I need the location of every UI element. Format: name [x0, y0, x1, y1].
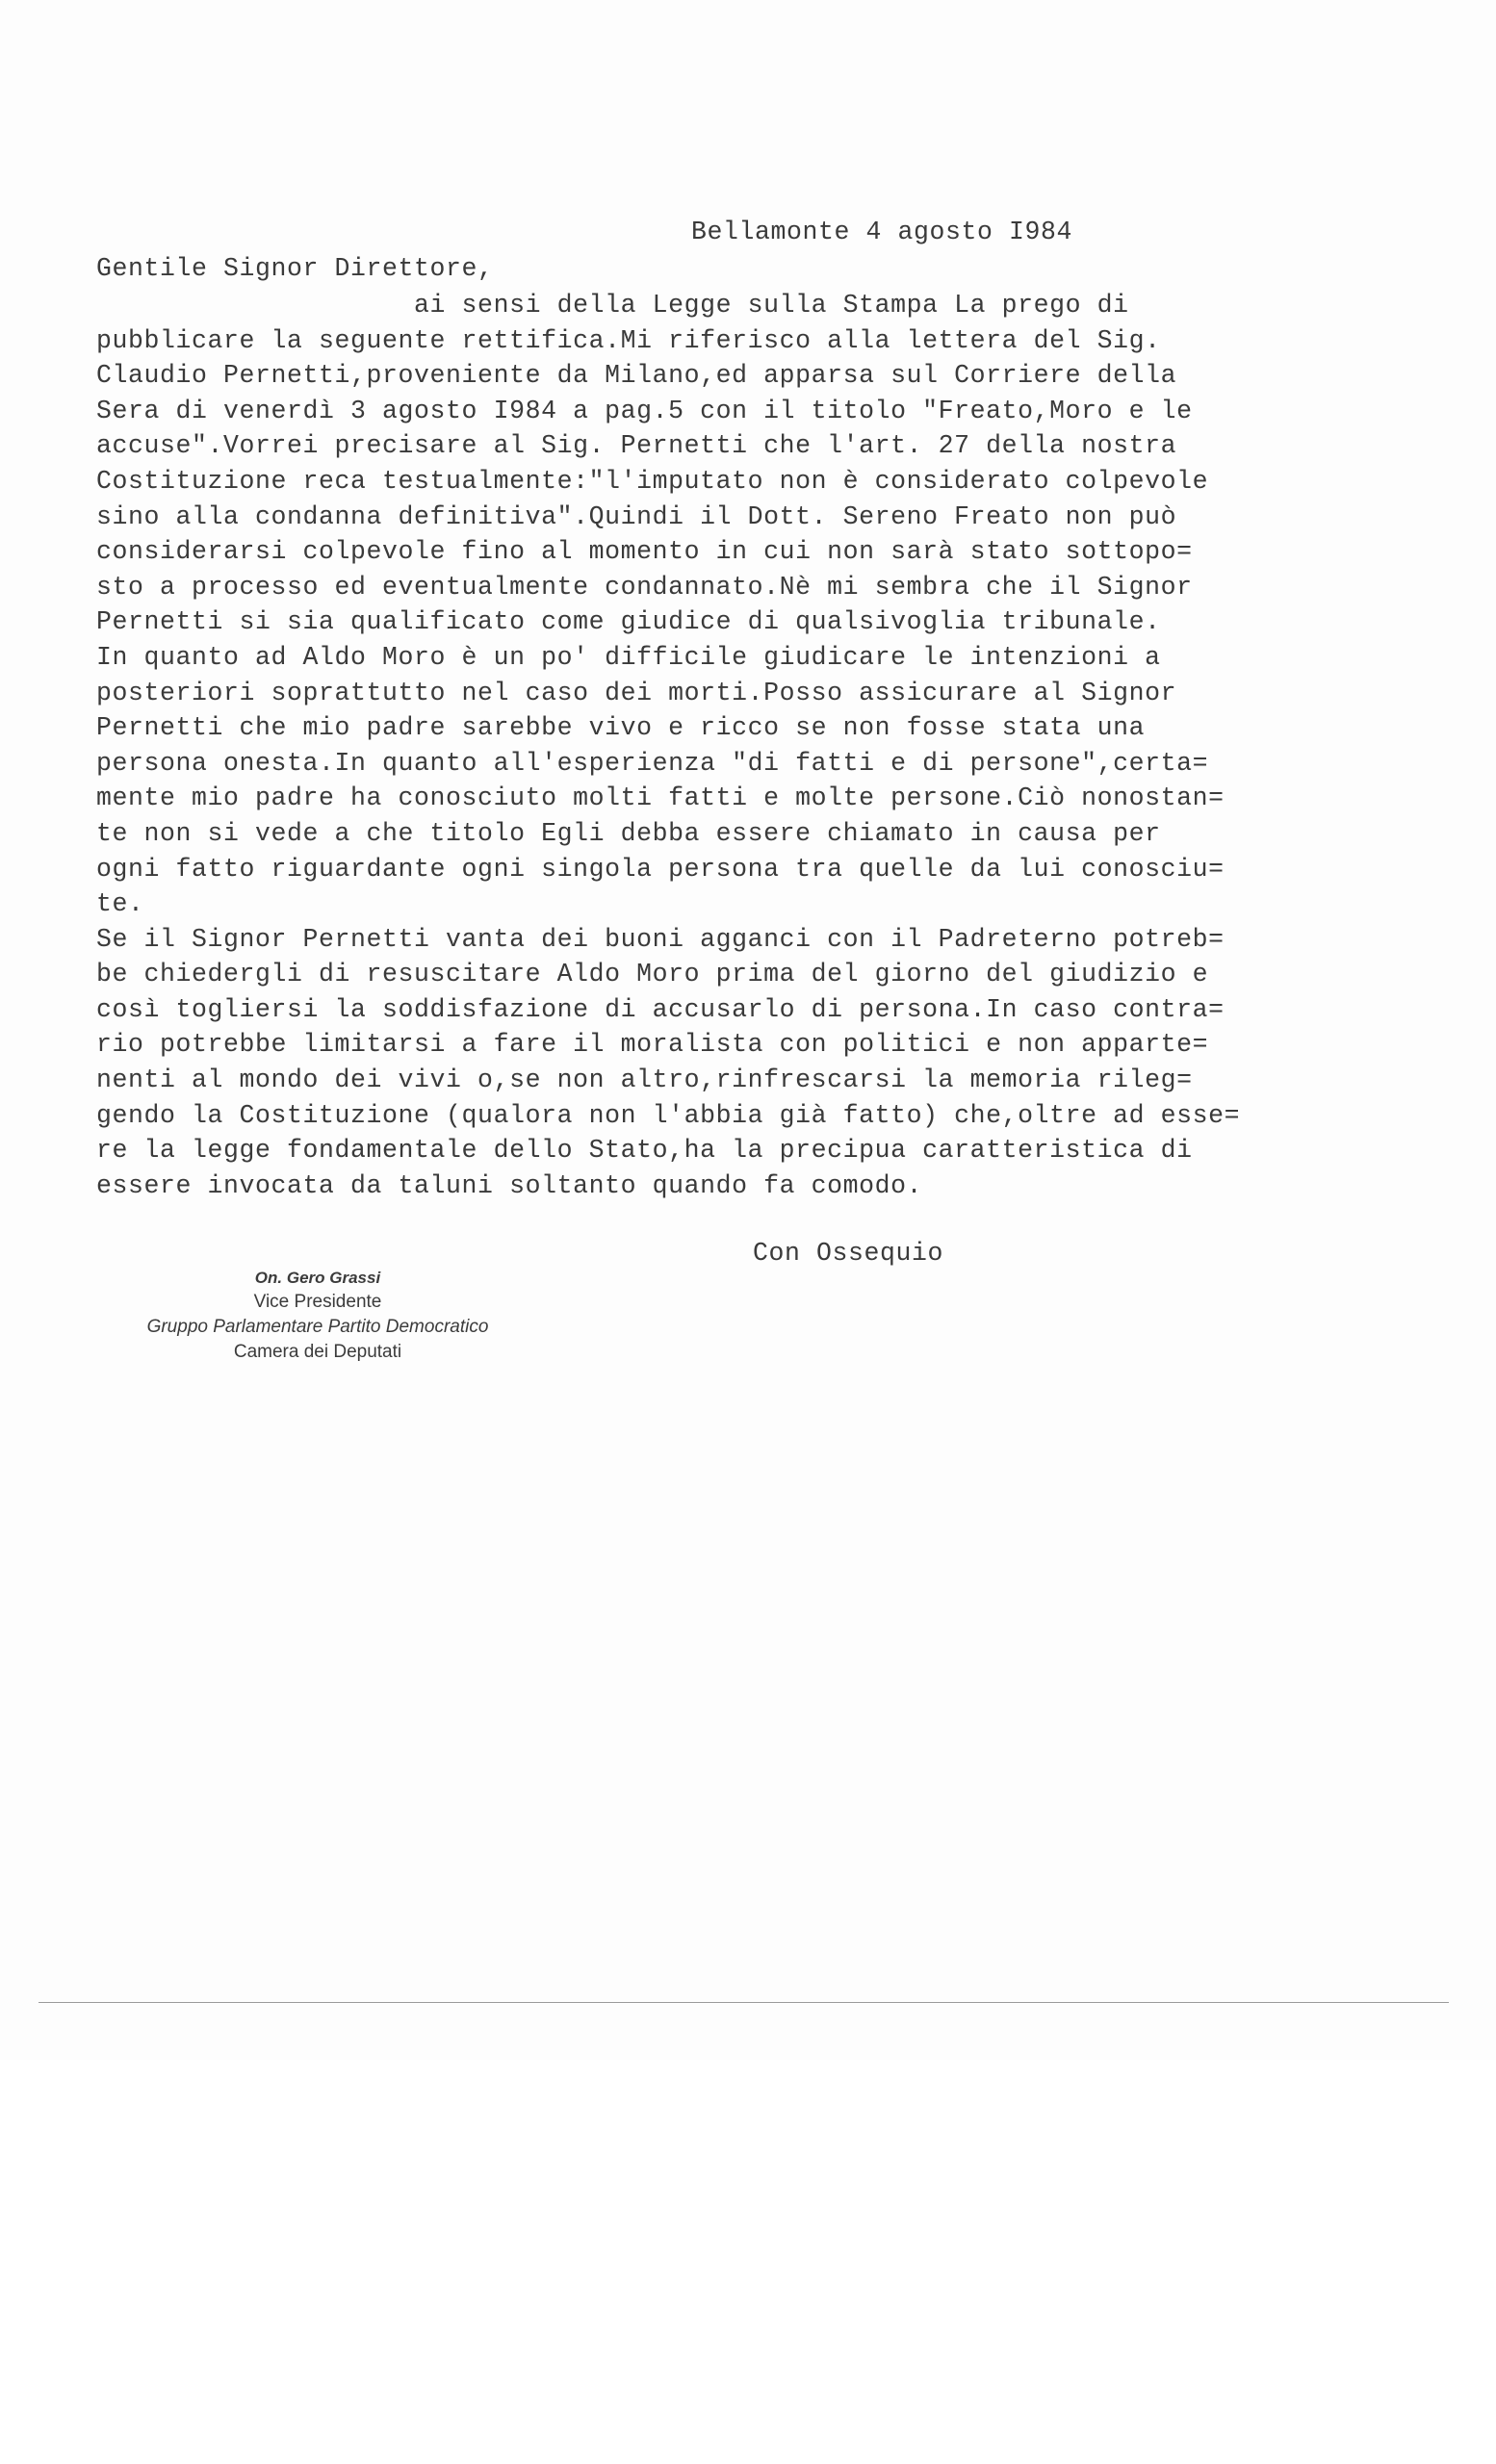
letter-body-line: gendo la Costituzione (qualora non l'abbia già fatto) che,oltre ad esse=: [96, 1100, 1241, 1130]
signature-stamp: [106, 1267, 529, 1365]
letter-body-line: be chiedergli di resuscitare Aldo Moro prima del giorno del giudizio e: [96, 960, 1209, 989]
letter-body-line: Costituzione reca testualmente:"l'imputato non è considerato colpevole: [96, 466, 1209, 496]
letter-body-line: mente mio padre ha conosciuto molti fatti e molte persone.Ciò nonostan=: [96, 783, 1225, 813]
letter-body-line: essere invocata da taluni soltanto quando fa comodo.: [96, 1170, 923, 1200]
letter-body: [96, 288, 1240, 1203]
letter-body-line: rio potrebbe limitarsi a fare il moralista con politici e non apparte=: [96, 1030, 1209, 1060]
letter-body-line: considerarsi colpevole fino al momento in cui non sarà stato sottopo=: [96, 537, 1193, 567]
stamp-name: On. Gero Grassi: [254, 1269, 381, 1287]
letter-body-line: Sera di venerdì 3 agosto I984 a pag.5 con il titolo "Freato,Moro e le: [96, 396, 1193, 425]
letter-body-line: In quanto ad Aldo Moro è un po' difficile giudicare le intenzioni a: [96, 642, 1161, 672]
letter-body-line: persona onesta.In quanto all'esperienza "di fatti e di persone",certa=: [96, 748, 1209, 778]
letter-closing: Con Ossequio: [753, 1239, 944, 1268]
letter-salutation: Gentile Signor Direttore,: [96, 254, 494, 283]
letter-body-line: re la legge fondamentale dello Stato,ha la precipua caratteristica di: [96, 1136, 1193, 1166]
letter-body-line: sino alla condanna definitiva".Quindi il Dott. Sereno Freato non può: [96, 501, 1177, 531]
stamp-group: Gruppo Parlamentare Partito Democratico: [146, 1317, 489, 1337]
letter-body-line: Claudio Pernetti,proveniente da Milano,ed apparsa sul Corriere della: [96, 361, 1177, 391]
letter-body-line: Se il Signor Pernetti vanta dei buoni agganci con il Padreterno potreb=: [96, 924, 1225, 954]
letter-body-line: nenti al mondo dei vivi o,se non altro,rinfrescarsi la memoria rileg=: [96, 1065, 1193, 1095]
letter-body-line: te.: [96, 889, 144, 919]
letter-body-line: sto a processo ed eventualmente condannato.Nè mi sembra che il Signor: [96, 572, 1193, 602]
stamp-role: Vice Presidente: [253, 1292, 382, 1312]
stamp-chamber: Camera dei Deputati: [233, 1342, 402, 1362]
letter-body-line: ogni fatto riguardante ogni singola persona tra quelle da lui conosciu=: [96, 854, 1225, 884]
letter-body-line: così togliersi la soddisfazione di accusarlo di persona.In caso contra=: [96, 994, 1225, 1024]
letter-body-line: Pernetti si sia qualificato come giudice di qualsivoglia tribunale.: [96, 607, 1161, 637]
letter-body-line: pubblicare la seguente rettifica.Mi riferisco alla lettera del Sig.: [96, 325, 1161, 355]
letter-body-line: posteriori soprattutto nel caso dei morti.Posso assicurare al Signor: [96, 678, 1177, 707]
letter-date: Bellamonte 4 agosto I984: [691, 218, 1073, 246]
letter-body-line: ai sensi della Legge sulla Stampa La prego di: [96, 291, 1129, 320]
letter-body-line: accuse".Vorrei precisare al Sig. Pernetti che l'art. 27 della nostra: [96, 431, 1177, 461]
letter-body-line: Pernetti che mio padre sarebbe vivo e ricco se non fosse stata una: [96, 713, 1146, 743]
letter-body-line: te non si vede a che titolo Egli debba essere chiamato in causa per: [96, 818, 1161, 848]
bottom-rule: [39, 2002, 1449, 2003]
